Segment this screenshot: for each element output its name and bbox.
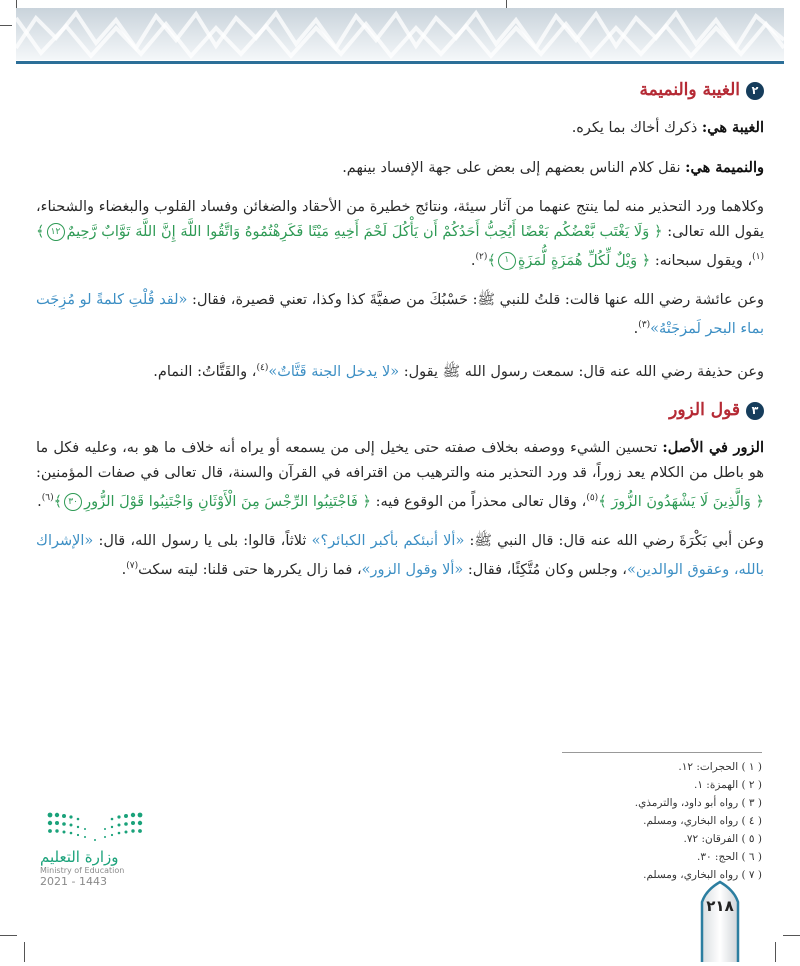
hadith-text: «لقد قُلْتِ كلمةً لو مُزِجَت بماء البحر لَمزجَتْهُ» xyxy=(36,291,764,337)
body-text: وكلاهما ورد التحذير منه لما ينتج عنهما من آثار سيئة، ونتائج خطيرة من الأحقاد والضغائن وفساد القلوب والبغضاء والشحناء، يقول الله تعالى: xyxy=(36,199,764,240)
section-heading xyxy=(36,398,764,423)
paragraph-abu-bakra-hadith xyxy=(36,529,764,583)
body-text: ، وجلس وكان مُتَّكِئًا، فقال: xyxy=(463,562,627,579)
hadith-text: «لا يدخل الجنة قَتَّاتٌ» xyxy=(268,363,400,380)
crop-mark xyxy=(775,942,776,962)
verse-close-bracket: ﴾ xyxy=(53,494,63,511)
ministry-dots-icon xyxy=(40,810,150,844)
definition-term: الغيبة هي: xyxy=(701,119,764,136)
body-text: ثلاثاً، قالوا: بلى يا رسول الله، قال: xyxy=(93,533,312,550)
definition-nameema xyxy=(36,155,764,181)
arch-tab-icon xyxy=(700,880,740,962)
quran-verse: ﴿ وَالَّذِينَ لَا يَشْهَدُونَ الزُّورَ ﴾ xyxy=(598,494,764,511)
paragraph-zoor-definition xyxy=(36,435,764,515)
footnote-ref[interactable]: (٧) xyxy=(126,561,139,572)
paragraph-hudhayfa-hadith xyxy=(36,356,764,385)
body-text: وعن حذيفة رضي الله عنه قال: سمعت رسول الله ﷺ يقول: xyxy=(399,363,764,380)
section-title: الغيبة والنميمة xyxy=(639,80,740,100)
body-text: تحسين الشيء ووصفه بخلاف صفته حتى يخيل إلى من يسمعه أو يراه أنه خلاف ما هو به، وعليه فكل ما هو باطل من الكلام يعد زوراً، قد ورد التحذير منه والترهيب من اقترافه في القرآن والسنة، قال تعالى في صفات المؤمنين: xyxy=(36,440,764,482)
footnotes-list xyxy=(562,758,762,884)
ayah-number-icon: ٣٠ xyxy=(64,493,82,511)
footnote-ref[interactable]: (٣) xyxy=(638,319,651,330)
ministry-logo xyxy=(40,810,160,888)
footnote-separator xyxy=(562,752,762,753)
edition-year: 2021 - 1443 xyxy=(40,875,107,888)
definition-text: نقل كلام الناس بعضهم إلى بعض على جهة الإفساد بينهم. xyxy=(342,160,686,176)
quran-verse: ﴿ وَيْلٌ لِّكُلِّ هُمَزَةٍ لُّمَزَةٍ xyxy=(517,252,651,269)
definition-term: والنميمة هي: xyxy=(685,159,764,176)
islamic-pattern-icon xyxy=(16,8,784,60)
crop-mark xyxy=(783,935,800,936)
section-number-badge: ٣ xyxy=(746,402,764,420)
page-number-tab xyxy=(700,880,740,962)
quran-verse: ﴿ فَاجْتَنِبُوا الرِّجْسَ مِنَ الْأَوْثَانِ وَاجْتَنِبُوا قَوْلَ الزُّورِ xyxy=(84,494,371,511)
footnote-ref[interactable]: (٥) xyxy=(586,493,599,504)
footnote-item: ( ٧ ) رواه البخاري، ومسلم. xyxy=(643,869,762,881)
body-text: ، ويقول سبحانه: xyxy=(650,252,753,269)
ministry-name-english: Ministry of Education xyxy=(40,866,125,875)
header-ornament-band xyxy=(16,8,784,60)
body-text: . xyxy=(470,252,476,269)
definition-term: الزور في الأصل: xyxy=(662,439,764,457)
paragraph-aisha-hadith xyxy=(36,288,764,342)
footnote-item: ( ٥ ) الفرقان: ٧٢. xyxy=(683,833,762,845)
footnote-item: ( ٤ ) رواه البخاري، ومسلم. xyxy=(643,815,762,827)
body-text: وعن أبي بَكْرَةَ رضي الله عنه قال: قال النبي ﷺ: xyxy=(464,533,764,550)
page-content xyxy=(36,78,764,597)
footnote-ref[interactable]: (٤) xyxy=(256,362,269,373)
crop-mark xyxy=(0,25,12,26)
body-text: وعن عائشة رضي الله عنها قالت: قلتُ للنبي ﷺ: حَسْبُكَ من صفيَّةَ كذا وكذا، تعني قصيرة، فقال: xyxy=(187,291,764,308)
footnote-item: ( ٦ ) الحج: ٣٠. xyxy=(696,851,762,863)
section-heading xyxy=(36,78,764,103)
quran-verse: ﴿ وَلَا يَغْتَب بَّعْضُكُم بَعْضًا أَيُحِبُّ أَحَدُكُمْ أَن يَأْكُلَ لَحْمَ أَخِيهِ مَيْتًا فَكَرِهْتُمُوهُ وَاتَّقُوا اللَّهَ إِنَّ اللَّهَ تَوَّابٌ رَّحِيمٌ xyxy=(66,224,663,240)
verse-close-bracket: ﴾ xyxy=(487,252,496,269)
footnote-ref[interactable]: (٢) xyxy=(475,252,488,262)
hadith-text: «ألا وقول الزور» xyxy=(361,562,464,579)
header-rule xyxy=(16,61,784,64)
page-number: ٢١٨ xyxy=(706,897,734,915)
footnote-ref[interactable]: (١) xyxy=(752,252,764,262)
crop-mark xyxy=(0,935,17,936)
body-text: ، وقال تعالى محذراً من الوقوع فيه: xyxy=(370,494,587,511)
verse-close-bracket: ﴾ xyxy=(36,224,45,240)
hadith-text: «الإشراك بالله، وعقوق الوالدين» xyxy=(36,533,764,579)
definition-text: ذكرك أخاك بما يكره. xyxy=(571,120,702,136)
body-text: ، فما زال يكررها حتى قلنا: ليته سكت xyxy=(138,562,362,579)
body-text: . xyxy=(121,562,127,579)
footnote-item: ( ١ ) الحجرات: ١٢. xyxy=(678,761,762,773)
definition-gheeba xyxy=(36,115,764,141)
section-number-badge: ٢ xyxy=(746,82,764,100)
paragraph-warning xyxy=(36,195,764,274)
footnote-item: ( ٣ ) رواه أبو داود، والترمذي. xyxy=(634,797,762,809)
ministry-name-arabic: وزارة التعليم xyxy=(40,848,119,866)
ayah-number-icon: ١ xyxy=(498,252,516,270)
footnote-item: ( ٢ ) الهمزة: ١. xyxy=(693,779,762,791)
body-text: ، والقَتَّاتُ: النمام. xyxy=(153,363,257,380)
ayah-number-icon: ١٢ xyxy=(47,223,65,241)
footnote-ref[interactable]: (٦) xyxy=(41,493,54,504)
hadith-text: «ألا أنبئكم بأكبر الكبائر؟» xyxy=(311,533,465,550)
body-text: . xyxy=(37,494,42,511)
crop-mark xyxy=(24,942,25,962)
section-title: قول الزور xyxy=(669,400,740,421)
body-text: . xyxy=(633,320,639,337)
